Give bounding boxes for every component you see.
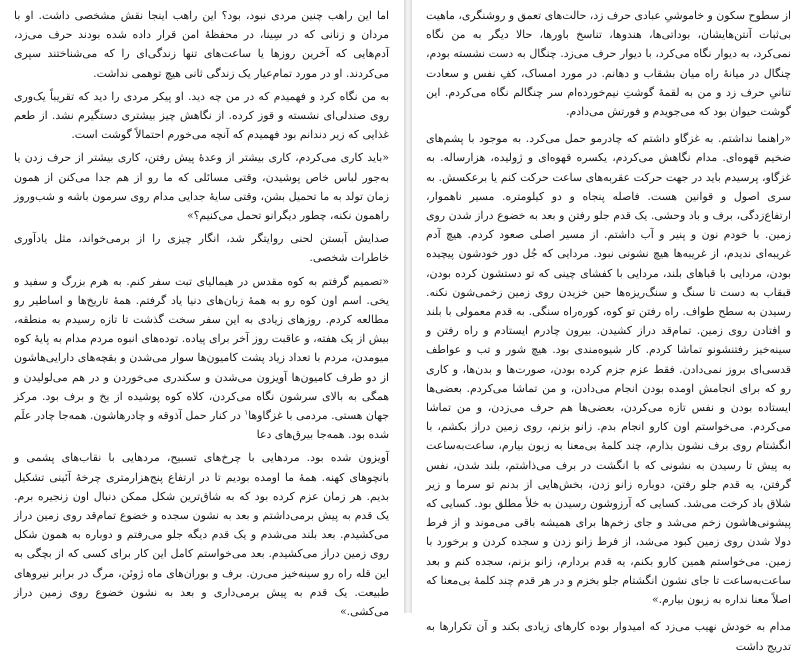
left-paragraph-5-text: «تصمیم گرفتم به کوه مقدس در هیمالیای تبت سفر کنم. به هرم بزرگ و سفید و یخی. اسم اون کوه رو به همهٔ زبان‌های دنیا یاد گرفتم. همهٔ تاریخ‌ها و اساطیر رو مطالعه کردم. روزهای زیادی به این سفر سخت گذشت تا تازه رسیدم به منطقه، بیش از یک هفته، و عاقبت روز آخر برای پیاده. توده‌های انبوه مردم مدام به پایهٔ کوه میومدن، مردم با تعداد زیاد پشت کامیون‌ها سوار می‌شدن و بقچه‌های دارایی‌هاشون از دو طرف کامیون‌ها آویزون می‌شدن و سکندری می‌خوردن و در هم می‌لولیدن و همگی به بالای سرشون نگاه می‌کردن، کلاه کوه پوشیده از یخ و برف بود. مرکز جهان هستی. مردمی با غزگاوها xyxy=(14,274,389,423)
left-paragraph-1: اما این راهب چنین مردی نبود، بود؟ این راهب اینجا نقش مشخصی داشت. او با مردان و زنانی که در سِینا، در محفظهٔ امن قرار داده شده بودند حرف می‌زد، آدم‌هایی که آخرین روزها یا ساعت‌های تنها زندگی‌ای را که می‌شناختند سپری می‌کردند. او در مورد تمام‌عیار یک زندگی ثانی هیچ توهمی نداشت. xyxy=(14,9,389,80)
left-paragraph-3: «باید کاری می‌کردم، کاری بیشتر از وعدهٔ پیش رفتن، کاری بیشتر از حرف زدن یا به‌جور لباس خاص پوشیدن، وقتی مسائلی که ما رو از هم جدا می‌کنن از همون زمان تولد به ما تحمیل بشن، وقتی سایهٔ جدایی مدام روی سرمون باشه و شب‌وروز راهمون نکنه، چطور دیگرانو تحمل می‌کنیم؟» xyxy=(14,151,389,223)
left-paragraph-5-tail: در کنار حمل آذوقه و چادرهاشون. همه‌جا چادر علَم شده بود. همه‌جا بیرق‌های دعا xyxy=(14,409,389,442)
right-page xyxy=(412,0,807,653)
left-paragraph-2: به من نگاه کرد و فهمیدم که در من چه دید. او پیکر مردی را دید که تقریباً یک‌وری روی صندلی‌ای نشسته و قوز کرده. از نگاهش چیز بیشتری دستگیرم نشد. از طعم غذایی که زیر دندانم بود فهمیدم که آنچه می‌خورم احتمالاً گوشت است. xyxy=(14,89,389,142)
left-page xyxy=(0,0,405,619)
left-paragraph-4: صدایش آبستن لحنی روایتگر شد، انگار چیزی را از برمی‌خواند، مثل یادآوری خاطرات شخصی. xyxy=(14,232,389,265)
left-paragraph-6: آویزون شده بود. مردهایی با چرخ‌های تسبیح، مردهایی با نقاب‌های پشمی و بانچوهای کهنه. همهٔ ما اومده بودیم تا در ارتفاع پنج‌هزارمتری چرخهٔ آئینی تشکیل بدیم. هر زمان عزم کرده بود که به شاق‌ترین شکل ممکن دنبال اون زنجیره برم. یک قدم به پیش برمی‌داشتم و بعد به نشون سجده و خضوع تمام‌قد روی زمین دراز می‌کشیدم. بعد بلند می‌شدم و یک قدم دیگه جلو می‌رفتم و دوباره به همون شکل روی زمین دراز می‌کشیدم. بعد می‌خواستم کامل این کار برای کسی که از بچگی به این قله راه رو سینه‌خیز می‌رن. برف و بوران‌های ماه ژوئن، مرگ در برابر نیروهای طبیعت. یک قدم به پیش برمی‌داری و بعد به نشون خضوع روی زمین دراز می‌کشی.» xyxy=(14,451,389,619)
left-paragraph-5 xyxy=(14,272,389,445)
right-paragraph-2: «راهنما نداشتم. به غزگاو داشتم که چادرمو حمل می‌کرد. به موجود با پشم‌های ضخیم قهوه‌ای. مدام نگاهش می‌کردم، یکسره قهوه‌ای و ژولیده، هزارساله. به غزگاو، پرسیدم باید در جهت حرکت عقربه‌های ساعت حرکت کنم یا برعکسش. به سری اصول و قوانین هست. فاصله پنجاه و دو کیلومتره. مسیر ناهموار، ارتفاع‌زدگی، برف و باد وحشی. یک قدم جلو رفتن و بعد به خضوع دراز شدن روی زمین. با خودم نون و پنیر و آب داشتم. از مسیر اصلی صعود کردم. هیچ آدم غریبه‌ای ندیدم، از غریبه‌ها هیچ نشونی نبود. مردایی که جُل دور خودشون پیچیده بودن، مردایی با قباهای بلند، مردایی با کفشای چینی که تو دستشون کرده بودن، قبقاب به دست تا سنگ و سنگ‌ریزه‌ها حین خزیدن روی زمین زخمی‌شون نکنه. رسیدن به سطح طواف. راه رفتن تو کوه، کوره‌راه سنگی. به قدم معمولی با بلند و افتادن روی زمین. تمام‌قد دراز کشیدن. بیرون چادرم ایستادم و راه رفتن و سینه‌خیز رفتنشونو تماشا کردم. کار شیوه‌مندی بود. هیچ شور و تب و عواطف قدسی‌ای بروز نمی‌دادن. فقط عزم جزم کرده بودن، صورت‌ها و بدن‌ها، و کاری رو که برای انجامش اومده بودن انجام می‌دادن، و من تماشا می‌کردم. بعضی‌ها ایستاده بودن و نفس تازه می‌کردن، بعضی‌ها هم حرف می‌زدن، و من تماشا می‌کردم. می‌خواستم اون کارو انجام بدم. زانو بزنم، روی زمین دراز بکشم، با انگشتام روی برف نشون بذارم، چند کلمهٔ بی‌معنا به زبون بیارم، ساعت‌به‌ساعت به پیش تا رسیدن به نشونی که با انگشت در برف می‌ذاشتم، بلند شدن، نفس گرفتن، یه قدم جلو رفتن، دوباره زانو زدن، بخش‌هایی از بدنم تو سرما و زیر شلاق باد کرخت می‌شد. کسایی که آرزوشون رسیدن به خلأ مطلق بود. کسایی که پیشونی‌هاشون زخم می‌شد و جای زخم‌ها برای همیشه باقی می‌موند و از فرط دولا شدن روی زمین کبود می‌شد، از فرط زانو زدن و سجده کردن و برخورد با زمین. می‌خواستم همین کارو بکنم، یه قدم بردارم، زانو بزنم، سجده کنم و بعد ساعت‌به‌ساعت تا جای نشون انگشتام جلو بخزم و در هر قدم چند کلمهٔ بی‌معنا که اصلاً معنا نداره به زبون بیارم.» xyxy=(426,132,791,607)
footnote-marker[interactable]: ۱ xyxy=(244,408,249,417)
book-gutter xyxy=(404,0,412,613)
right-paragraph-3: مدام به خودش نهیب می‌زد که امیدوار بوده کارهای زیادی بکند و آن تکرارها به تدریج داشت xyxy=(426,620,791,653)
right-paragraph-1: از سطوح سکون و خاموشیِ عبادی حرف زد، حالت‌های تعمق و روشنگری، ماهیت بی‌ثبات آنتن‌هایشان، بوداتی‌ها، هندوها، تناسخ باورها، حالا دیگر به من نگاه نمی‌کرد، به دیوار نگاه می‌کرد، با دیوار حرف می‌زد. چنگال به دست نشسته بودم، چنگال در میانهٔ راه میان بشقاب و دهانم. در مورد امساک، کفِ نفس و سعادت تنانیِ حرف زد و من به لقمهٔ گوشتِ نیم‌خورده‌ام سر چنگالم نگاه می‌کردم. این گوشت حیوان بود که می‌جویدم و فورتش می‌دادم. xyxy=(426,9,791,119)
